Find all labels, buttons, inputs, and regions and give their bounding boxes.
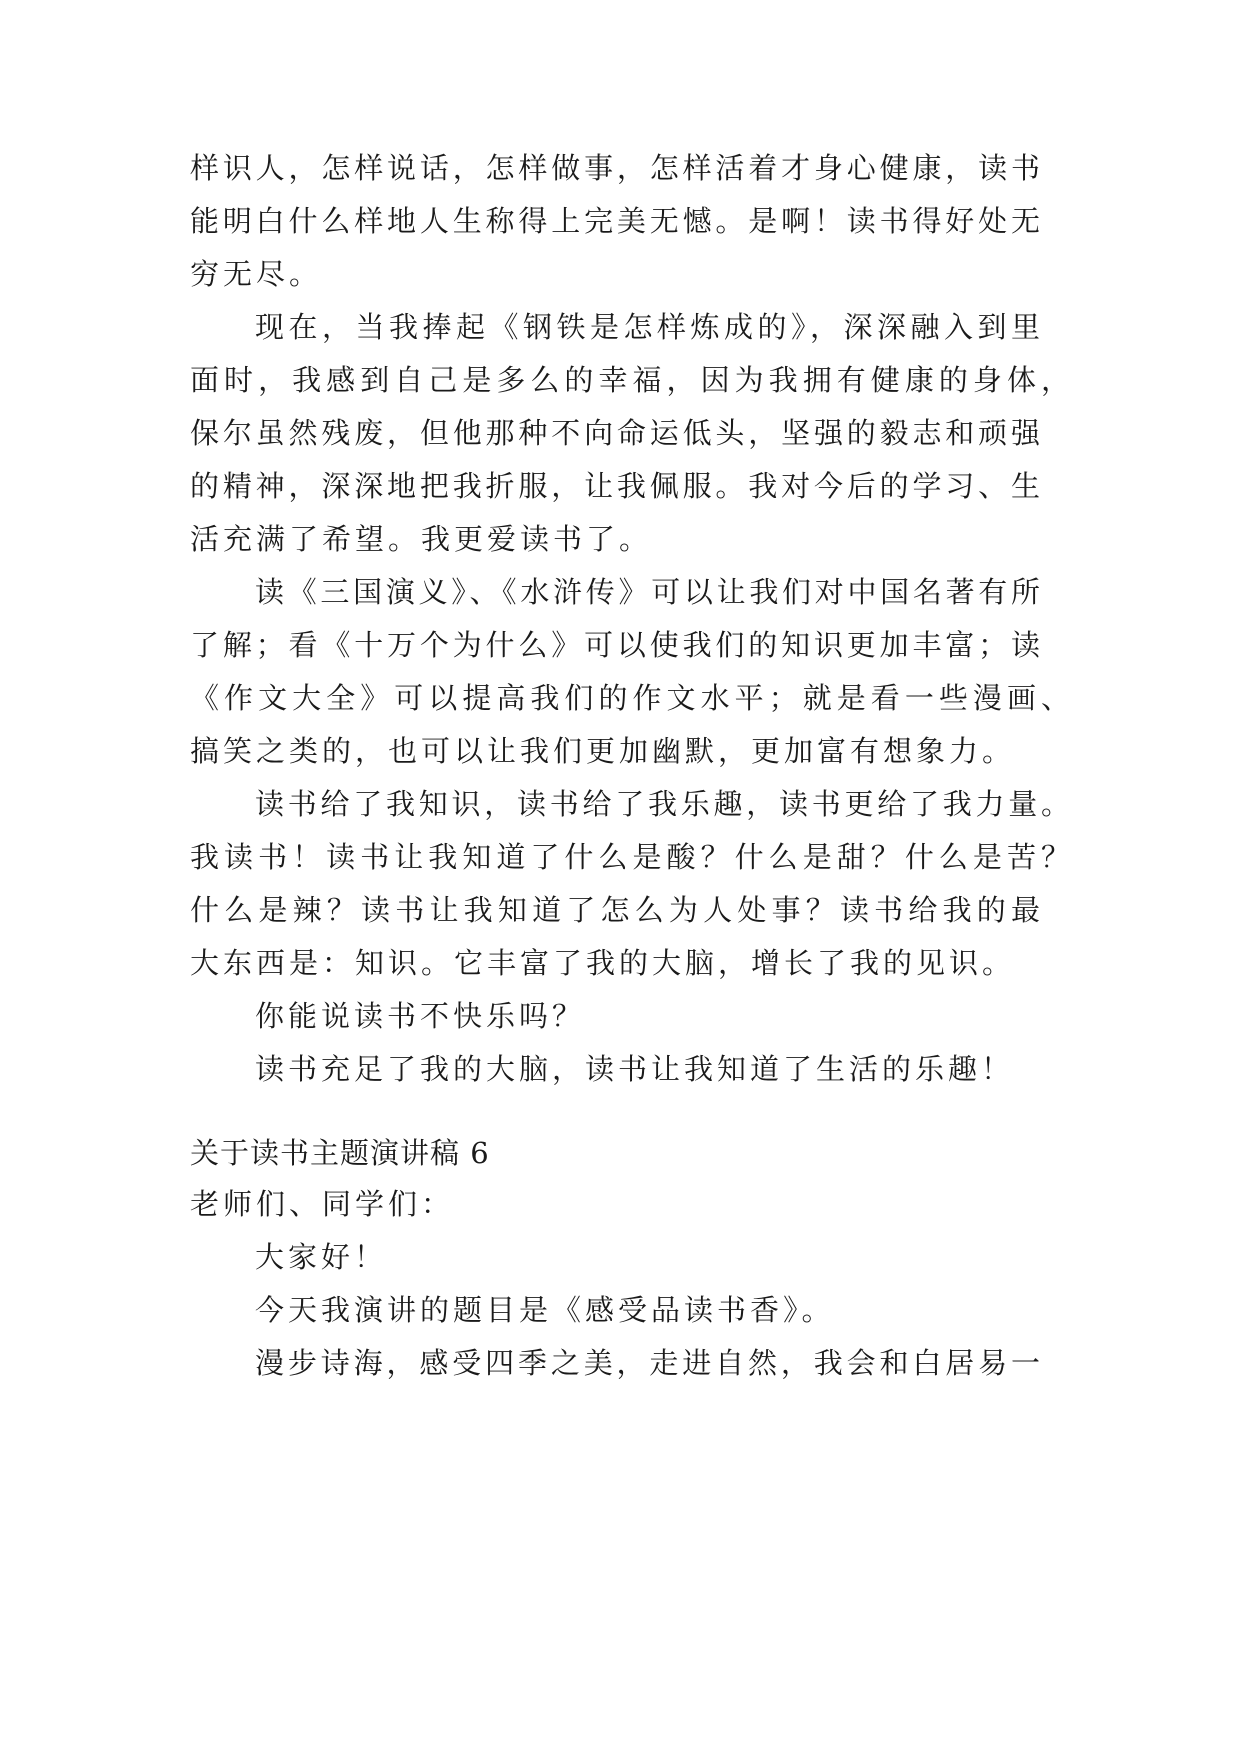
paragraph-line: 搞笑之类的，也可以让我们更加幽默，更加富有想象力。: [190, 734, 1016, 768]
greeting: 大家好！: [255, 1240, 388, 1274]
paragraph-line: 样识人，怎样说话，怎样做事，怎样活着才身心健康，读书: [190, 151, 1040, 185]
paragraph-line: 活充满了希望。我更爱读书了。: [190, 522, 653, 556]
paragraph-line: 今天我演讲的题目是《感受品读书香》。: [255, 1293, 835, 1327]
paragraph-line: 面时，我感到自己是多么的幸福，因为我拥有健康的身体，: [190, 363, 1070, 397]
paragraph-line: 能明白什么样地人生称得上完美无憾。是啊！读书得好处无: [190, 204, 1040, 238]
paragraph-line: 读书充足了我的大脑，读书让我知道了生活的乐趣！: [255, 1052, 1015, 1086]
paragraph-line: 读《三国演义》、《水浒传》可以让我们对中国名著有所: [255, 575, 1040, 609]
paragraph-line: 穷无尽。: [190, 257, 323, 291]
paragraph-line: 读书给了我知识，读书给了我乐趣，读书更给了我力量。: [255, 787, 1070, 821]
paragraph-line: 你能说读书不快乐吗？: [255, 999, 586, 1033]
section-title: 关于读书主题演讲稿 6: [190, 1136, 490, 1170]
paragraph-line: 现在，当我捧起《钢铁是怎样炼成的》，深深融入到里: [255, 310, 1040, 344]
paragraph-line: 了解；看《十万个为什么》可以使我们的知识更加丰富；读: [190, 628, 1040, 662]
paragraph-line: 的精神，深深地把我折服，让我佩服。我对今后的学习、生: [190, 469, 1040, 503]
salutation: 老师们、同学们：: [190, 1187, 455, 1221]
paragraph-line: 漫步诗海，感受四季之美，走进自然，我会和白居易一: [255, 1346, 1040, 1380]
paragraph-line: 保尔虽然残废，但他那种不向命运低头，坚强的毅志和顽强: [190, 416, 1040, 450]
paragraph-line: 《作文大全》可以提高我们的作文水平；就是看一些漫画、: [190, 681, 1070, 715]
paragraph-line: 大东西是：知识。它丰富了我的大脑，增长了我的见识。: [190, 946, 1016, 980]
paragraph-line: 我读书！读书让我知道了什么是酸？什么是甜？什么是苦？: [190, 840, 1070, 874]
paragraph-line: 什么是辣？读书让我知道了怎么为人处事？读书给我的最: [190, 893, 1040, 927]
